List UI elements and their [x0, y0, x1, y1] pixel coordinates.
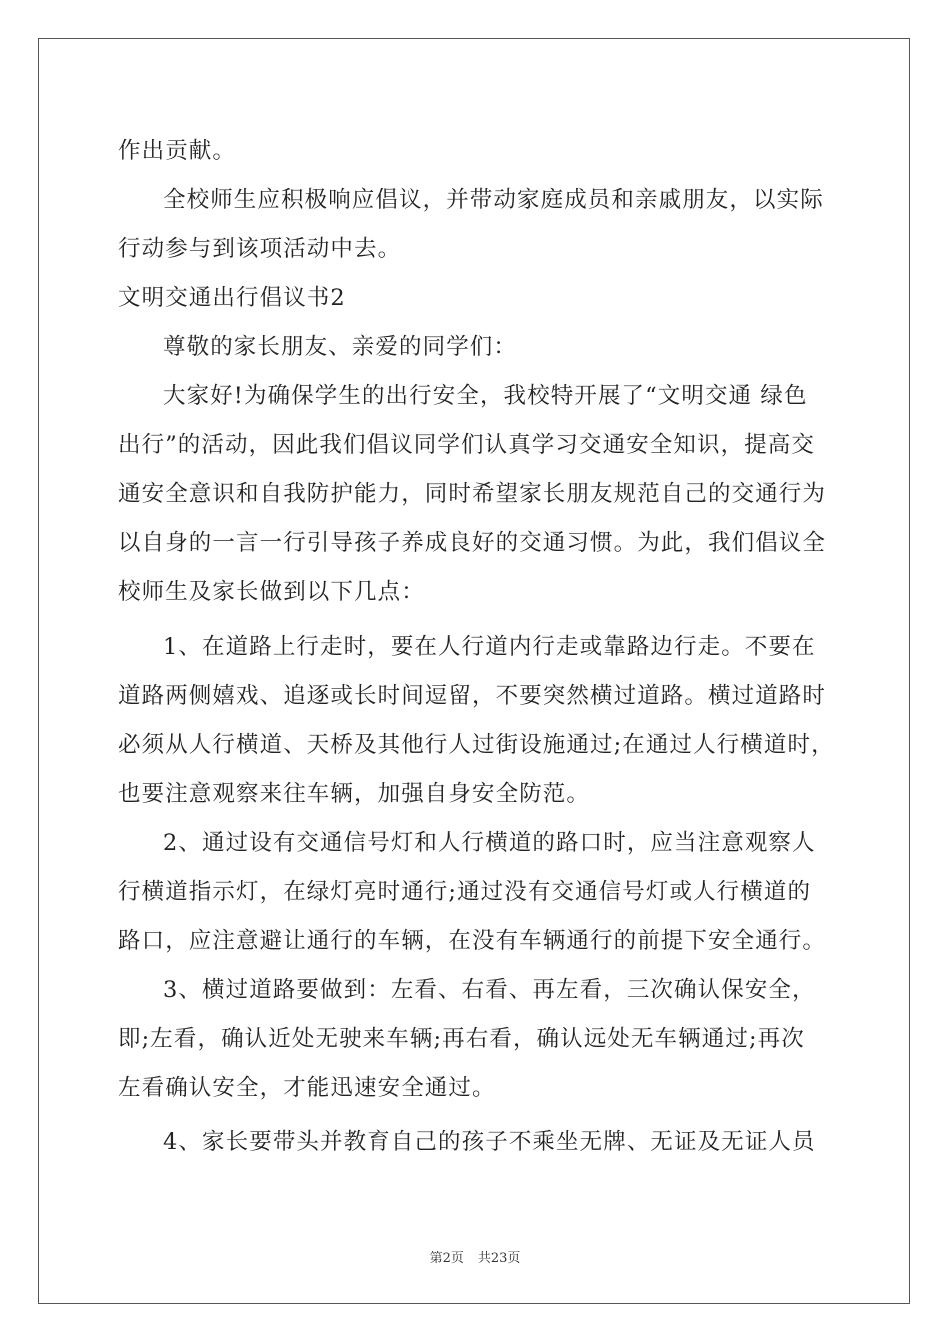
text-line-19: 即;左看，确认近处无驶来车辆;再右看，确认远处无车辆通过;再次: [118, 1026, 805, 1052]
salutation: 尊敬的家长朋友、亲爱的同学们：: [163, 334, 518, 360]
page-footer: [0, 1247, 950, 1266]
page-border: [38, 38, 910, 1304]
text-line-12: 道路两侧嬉戏、追逐或长时间逗留，不要突然横过道路。横过道路时: [118, 683, 827, 709]
section-heading: 文明交通出行倡议书2: [118, 285, 346, 311]
text-line-10: 校师生及家长做到以下几点：: [118, 579, 425, 605]
text-line-21: 4、家长要带头并教育自己的孩子不乘坐无牌、无证及无证人员: [163, 1129, 816, 1155]
text-line-15: 2、通过设有交通信号灯和人行横道的路口时，应当注意观察人: [163, 830, 816, 856]
text-line-1: 作出贡献。: [118, 138, 237, 164]
text-line-13: 必须从人行横道、天桥及其他行人过街设施通过;在通过人行横道时，: [118, 732, 835, 758]
text-line-6: 大家好!为确保学生的出行安全，我校特开展了“文明交通 绿色: [163, 383, 808, 409]
text-line-2: 全校师生应积极响应倡议，并带动家庭成员和亲戚朋友，以实际: [163, 187, 824, 213]
text-line-3: 行动参与到该项活动中去。: [118, 236, 402, 262]
page-total: 共23页: [477, 1251, 521, 1266]
text-line-9: 以自身的一言一行引导孩子养成良好的交通习惯。为此，我们倡议全: [118, 530, 827, 556]
page-number: 第2页: [429, 1251, 464, 1266]
text-line-14: 也要注意观察来往车辆，加强自身安全防范。: [118, 781, 591, 807]
text-line-8: 通安全意识和自我防护能力，同时希望家长朋友规范自己的交通行为: [118, 481, 827, 507]
text-line-20: 左看确认安全，才能迅速安全通过。: [118, 1075, 496, 1101]
text-line-17: 路口，应注意避让通行的车辆，在没有车辆通行的前提下安全通行。: [118, 928, 827, 954]
text-line-7: 出行”的活动，因此我们倡议同学们认真学习交通安全知识，提高交: [118, 432, 816, 458]
text-line-16: 行横道指示灯，在绿灯亮时通行;通过没有交通信号灯或人行横道的: [118, 879, 812, 905]
text-line-18: 3、横过道路要做到：左看、右看、再左看，三次确认保安全，: [163, 977, 816, 1003]
text-line-11: 1、在道路上行走时，要在人行道内行走或靠路边行走。不要在: [163, 634, 816, 660]
